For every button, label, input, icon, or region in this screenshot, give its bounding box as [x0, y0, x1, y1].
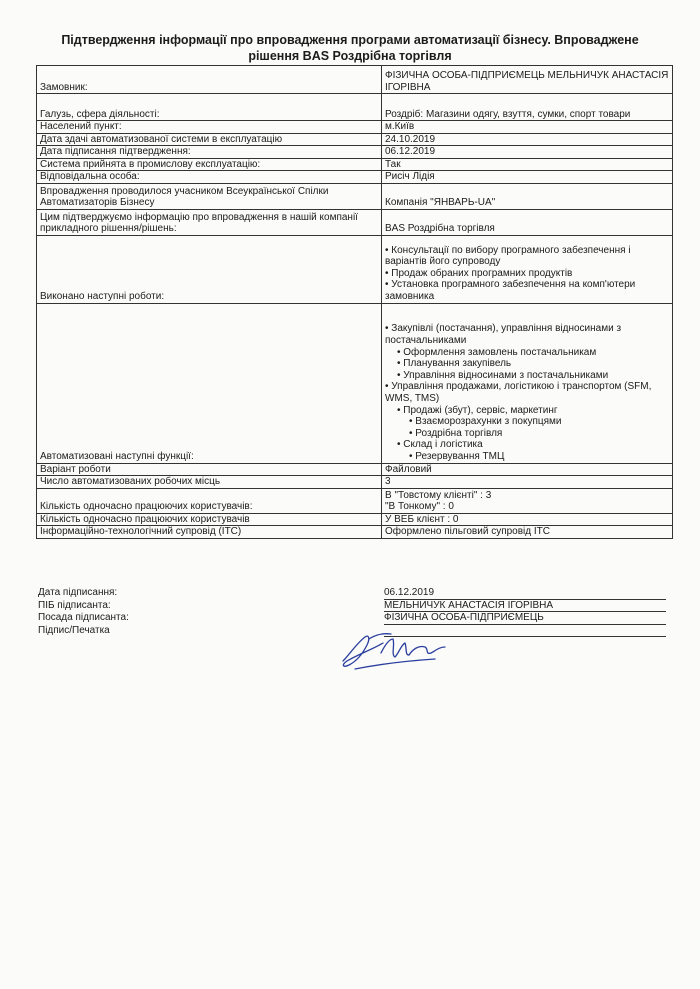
document-title: Підтвердження інформації про впровадження програми автоматизації бізнесу. Впроваджене рішення BAS Роздрібна торгівля	[61, 33, 639, 63]
accepted-value: Так	[382, 158, 673, 171]
works-item: • Консультації по вибору програмного забезпечення і варіантів його супроводу	[385, 245, 669, 268]
function-item: • Управління відносинами з постачальниками	[385, 370, 669, 382]
function-item: • Роздрібна торгівля	[385, 428, 669, 440]
city-value: м.Київ	[382, 121, 673, 134]
table-row	[37, 209, 673, 235]
table-row	[37, 133, 673, 146]
city-label: Населений пункт:	[37, 121, 382, 134]
table-row	[37, 526, 673, 539]
confirm-date-label: Дата підписання підтвердження:	[37, 146, 382, 159]
thick-client-count: В "Товстому клієнті" : 3	[385, 489, 492, 501]
table-row	[37, 94, 673, 121]
signer-name-label: ПІБ підписанта:	[38, 599, 111, 611]
function-item: • Взаєморозрахунки з покупцями	[385, 416, 669, 428]
works-label: Виконано наступні роботи:	[37, 235, 382, 303]
confirmed-solution-value: BAS Роздрібна торгівля	[382, 209, 673, 235]
function-item: • Закупівлі (постачання), управління відносинами з постачальниками	[385, 323, 669, 346]
function-item: • Управління продажами, логістикою і транспортом (SFM, WMS, TMS)	[385, 381, 669, 404]
table-row	[37, 303, 673, 463]
table-row	[37, 488, 673, 513]
customer-label: Замовник:	[37, 66, 382, 94]
commission-date-value: 24.10.2019	[382, 133, 673, 146]
concurrent-users-label: Кількість одночасно працюючих користувачів:	[37, 488, 382, 513]
confirm-date-value: 06.12.2019	[382, 146, 673, 159]
signing-date-row	[38, 587, 666, 600]
function-item: • Оформлення замовлень постачальникам	[385, 347, 669, 359]
signer-name-row	[38, 600, 666, 613]
industry-value: Роздріб: Магазини одягу, взуття, сумки, спорт товари	[382, 94, 673, 121]
signature-stamp-label: Підпис/Печатка	[38, 624, 110, 636]
web-users-value: У ВЕБ клієнт : 0	[382, 513, 673, 526]
mode-value: Файловий	[382, 463, 673, 476]
functions-list	[385, 323, 669, 462]
table-row	[37, 235, 673, 303]
table-row	[37, 463, 673, 476]
table-row	[37, 171, 673, 184]
implementer-label: Впровадження проводилося учасником Всеукраїнської Спілки Автоматизаторів Бізнесу	[37, 183, 382, 209]
table-row	[37, 121, 673, 134]
signing-date-label: Дата підписання:	[38, 587, 118, 598]
industry-label: Галузь, сфера діяльності:	[37, 94, 382, 121]
function-item: • Резервування ТМЦ	[385, 451, 669, 463]
table-row	[37, 146, 673, 159]
its-label: Інформаційно-технологічний супровід (ІТС)	[37, 526, 382, 539]
commission-date-label: Дата здачі автоматизованої системи в експлуатацію	[37, 133, 382, 146]
accepted-label: Система прийнята в промислову експлуатацію:	[37, 158, 382, 171]
responsible-value: Рисіч Лідія	[382, 171, 673, 184]
concurrent-users-value	[382, 488, 673, 513]
works-list	[385, 245, 669, 303]
table-row	[37, 158, 673, 171]
function-item: • Склад і логістика	[385, 439, 669, 451]
its-value: Оформлено пільговий супровід ІТС	[382, 526, 673, 539]
function-item: • Планування закупівель	[385, 358, 669, 370]
functions-label: Автоматизовані наступні функції:	[37, 303, 382, 463]
workstations-value: 3	[382, 476, 673, 489]
implementer-value: Компанія "ЯНВАРЬ-UA"	[382, 183, 673, 209]
implementation-info-table	[36, 65, 673, 539]
works-item: • Продаж обраних програмних продуктів	[385, 268, 669, 280]
confirmed-solution-label: Цим підтверджуємо інформацію про впровадження в нашій компанії прикладного рішення/рішень:	[37, 209, 382, 235]
works-value	[382, 235, 673, 303]
signing-date-value: 06.12.2019	[384, 587, 666, 600]
table-row	[37, 66, 673, 94]
signer-position-label: Посада підписанта:	[38, 612, 129, 623]
table-row	[37, 183, 673, 209]
thin-client-count: "В Тонкому" : 0	[385, 501, 454, 512]
workstations-label: Число автоматизованих робочих місць	[37, 476, 382, 489]
web-users-label: Кількість одночасно працюючих користувачів	[37, 513, 382, 526]
mode-label: Варіант роботи	[37, 463, 382, 476]
customer-value: ФІЗИЧНА ОСОБА-ПІДПРИЄМЕЦЬ МЕЛЬНИЧУК АНАСТАСІЯ ІГОРІВНА	[382, 66, 673, 94]
functions-value	[382, 303, 673, 463]
handwritten-signature	[335, 625, 455, 675]
works-item: • Установка програмного забезпечення на комп'ютери замовника	[385, 279, 669, 302]
signer-name-value: МЕЛЬНИЧУК АНАСТАСІЯ ІГОРІВНА	[384, 600, 666, 613]
table-row	[37, 476, 673, 489]
table-row	[37, 513, 673, 526]
signer-position-value: ФІЗИЧНА ОСОБА-ПІДПРИЄМЕЦЬ	[384, 612, 666, 625]
signer-position-row	[38, 612, 666, 625]
responsible-label: Відповідальна особа:	[37, 171, 382, 184]
function-item: • Продажі (збут), сервіс, маркетинг	[385, 405, 669, 417]
